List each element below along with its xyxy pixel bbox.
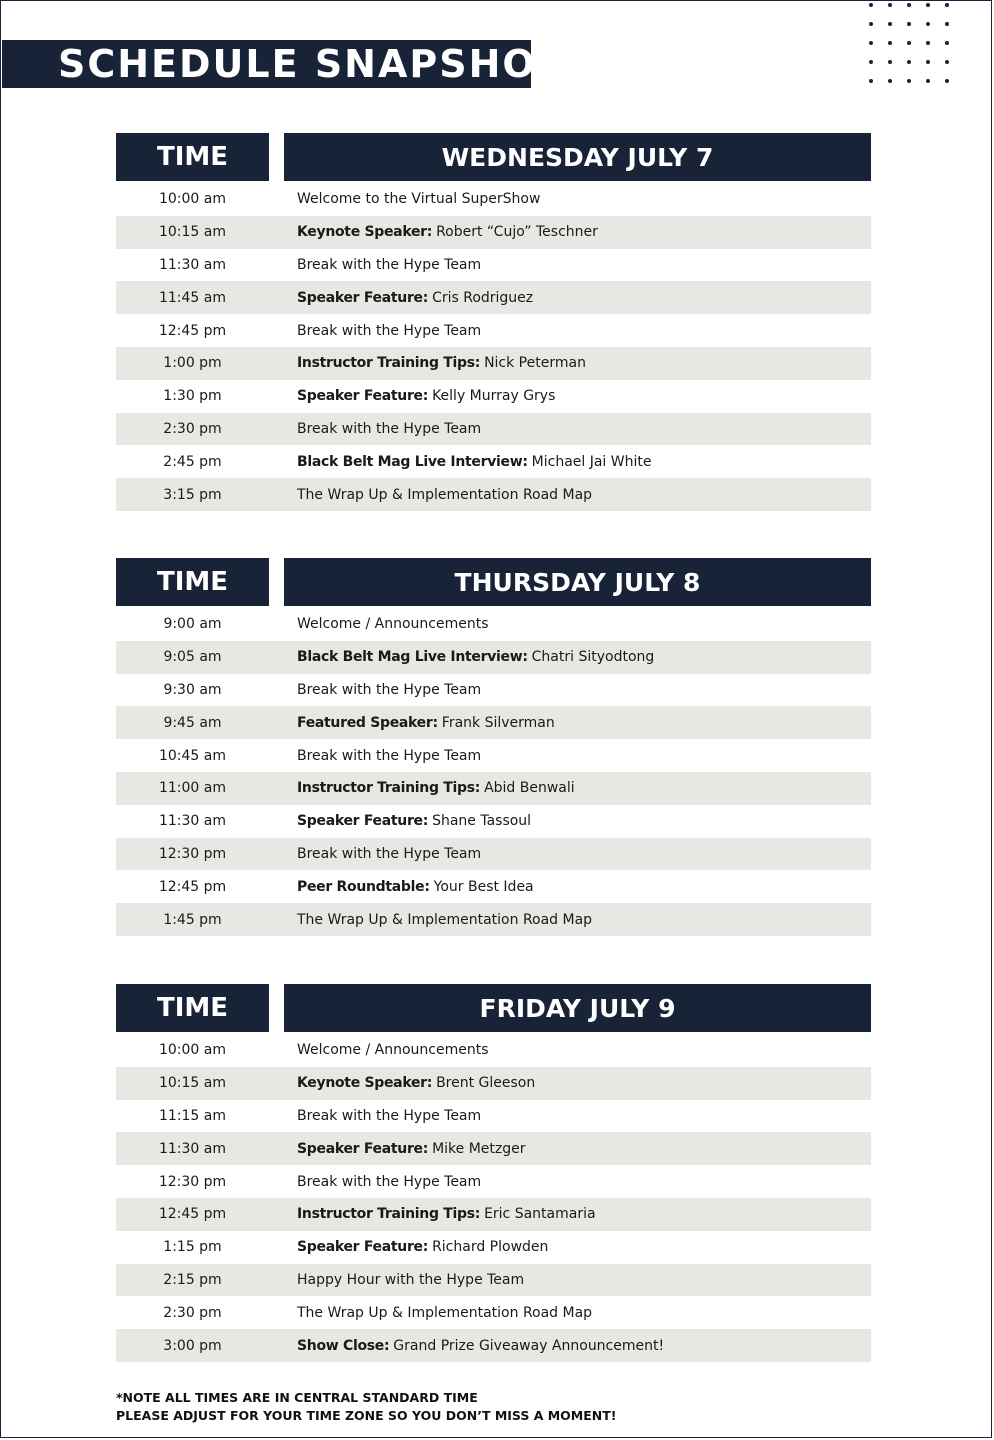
schedule-row [116, 347, 871, 380]
session-time: 12:45 pm [158, 1206, 227, 1223]
session-description [297, 1231, 871, 1264]
session-time: 10:15 am [158, 224, 226, 241]
session-label: Speaker Feature: [297, 1140, 429, 1157]
session-text: Break with the Hype Team [297, 420, 482, 437]
session-description [297, 903, 871, 936]
decorative-dot [869, 60, 873, 64]
session-time: 11:45 am [158, 289, 226, 306]
schedule-row [116, 216, 871, 249]
day-title: FRIDAY JULY 9 [284, 984, 871, 1032]
schedule-row [116, 445, 871, 478]
note-line-1: *NOTE ALL TIMES ARE IN CENTRAL STANDARD TIME [116, 1390, 478, 1405]
session-label: Black Belt Mag Live Interview: [297, 649, 528, 666]
session-text: Nick Peterman [484, 355, 586, 372]
decorative-dot [926, 60, 930, 64]
session-text: Break with the Hype Team [297, 256, 482, 273]
schedule-row [116, 1329, 871, 1362]
session-time: 12:30 pm [158, 845, 227, 862]
session-text: Chatri Sityodtong [531, 649, 655, 666]
session-description [297, 772, 871, 805]
session-time: 2:15 pm [163, 1271, 222, 1288]
schedule-row [116, 739, 871, 772]
session-time: 9:30 am [163, 681, 222, 698]
schedule-row [116, 183, 871, 216]
session-time: 1:00 pm [163, 355, 222, 372]
decorative-dot [907, 3, 911, 7]
session-text: Welcome / Announcements [297, 1042, 489, 1059]
session-label: Instructor Training Tips: [297, 780, 481, 797]
session-text: Robert “Cujo” Teschner [436, 224, 598, 241]
schedule-row [116, 1296, 871, 1329]
session-description [297, 674, 871, 707]
day-header [116, 133, 871, 181]
schedule-row [116, 1100, 871, 1133]
page-title: SCHEDULE SNAPSHOT [58, 42, 565, 86]
session-time: 1:15 pm [163, 1239, 222, 1256]
schedule-row [116, 870, 871, 903]
session-time: 11:30 am [158, 813, 226, 830]
session-description [297, 706, 871, 739]
schedule-row [116, 314, 871, 347]
session-description [297, 805, 871, 838]
decorative-dot [888, 41, 892, 45]
day-title: THURSDAY JULY 8 [284, 558, 871, 606]
decorative-dot [907, 60, 911, 64]
session-description [297, 249, 871, 282]
session-description [297, 1165, 871, 1198]
schedule-rows [116, 183, 871, 511]
session-description [297, 445, 871, 478]
session-time: 12:45 pm [158, 878, 227, 895]
schedule-row [116, 1264, 871, 1297]
schedule-row [116, 772, 871, 805]
session-text: The Wrap Up & Implementation Road Map [297, 486, 593, 503]
session-description [297, 739, 871, 772]
decorative-dot-grid [862, 0, 962, 90]
session-text: Welcome / Announcements [297, 616, 489, 633]
schedule-row [116, 249, 871, 282]
session-time: 12:30 pm [158, 1173, 227, 1190]
session-description [297, 1198, 871, 1231]
day-header [116, 558, 871, 606]
session-time: 3:00 pm [163, 1337, 222, 1354]
session-description [297, 1100, 871, 1133]
session-description [297, 413, 871, 446]
schedule-row [116, 1067, 871, 1100]
decorative-dot [926, 22, 930, 26]
session-text: Break with the Hype Team [297, 747, 482, 764]
schedule-row [116, 674, 871, 707]
session-time: 10:45 am [158, 747, 226, 764]
session-time: 9:00 am [163, 616, 222, 633]
day-title: WEDNESDAY JULY 7 [284, 133, 871, 181]
schedule-rows [116, 1034, 871, 1362]
schedule-row [116, 608, 871, 641]
decorative-dot [926, 79, 930, 83]
decorative-dot [907, 41, 911, 45]
session-description [297, 478, 871, 511]
session-label: Speaker Feature: [297, 388, 429, 405]
session-time: 3:15 pm [163, 486, 222, 503]
session-text: Break with the Hype Team [297, 1107, 482, 1124]
schedule-day-2 [116, 558, 871, 936]
session-text: Break with the Hype Team [297, 845, 482, 862]
session-text: Break with the Hype Team [297, 681, 482, 698]
decorative-dot [926, 3, 930, 7]
session-time: 9:05 am [163, 649, 222, 666]
session-text: Abid Benwali [484, 780, 575, 797]
session-text: Your Best Idea [433, 878, 534, 895]
time-column-header: TIME [116, 558, 269, 606]
decorative-dot [888, 22, 892, 26]
session-description [297, 183, 871, 216]
session-time: 12:45 pm [158, 322, 227, 339]
session-description [297, 1296, 871, 1329]
session-text: Welcome to the Virtual SuperShow [297, 191, 541, 208]
decorative-dot [888, 3, 892, 7]
schedule-day-1 [116, 133, 871, 511]
session-text: Brent Gleeson [436, 1075, 536, 1092]
schedule-row [116, 413, 871, 446]
session-label: Instructor Training Tips: [297, 1206, 481, 1223]
schedule-row [116, 281, 871, 314]
session-description [297, 314, 871, 347]
session-time: 1:30 pm [163, 388, 222, 405]
session-time: 2:30 pm [163, 1304, 222, 1321]
decorative-dot [926, 41, 930, 45]
schedule-row [116, 380, 871, 413]
decorative-dot [945, 22, 949, 26]
decorative-dot [869, 41, 873, 45]
session-text: Break with the Hype Team [297, 1173, 482, 1190]
session-label: Speaker Feature: [297, 1239, 429, 1256]
decorative-dot [869, 79, 873, 83]
schedule-row [116, 1198, 871, 1231]
decorative-dot [869, 3, 873, 7]
session-text: Kelly Murray Grys [432, 388, 556, 405]
session-description [297, 1264, 871, 1297]
decorative-dot [888, 79, 892, 83]
session-description [297, 1329, 871, 1362]
decorative-dot [945, 41, 949, 45]
schedule-day-3 [116, 984, 871, 1362]
note-line-2: PLEASE ADJUST FOR YOUR TIME ZONE SO YOU DON’T MISS A MOMENT! [116, 1408, 617, 1423]
schedule-rows [116, 608, 871, 936]
schedule-row [116, 1034, 871, 1067]
session-label: Show Close: [297, 1337, 390, 1354]
schedule-row [116, 1165, 871, 1198]
session-label: Black Belt Mag Live Interview: [297, 453, 528, 470]
session-text: Shane Tassoul [432, 813, 532, 830]
session-label: Instructor Training Tips: [297, 355, 481, 372]
schedule-row [116, 706, 871, 739]
session-text: The Wrap Up & Implementation Road Map [297, 1304, 593, 1321]
session-text: Eric Santamaria [484, 1206, 596, 1223]
session-time: 2:30 pm [163, 420, 222, 437]
session-text: Richard Plowden [432, 1239, 549, 1256]
session-text: Happy Hour with the Hype Team [297, 1271, 525, 1288]
session-label: Speaker Feature: [297, 289, 429, 306]
schedule-row [116, 641, 871, 674]
time-zone-note [116, 1389, 616, 1425]
session-text: Frank Silverman [441, 714, 555, 731]
decorative-dot [869, 22, 873, 26]
session-time: 9:45 am [163, 714, 222, 731]
decorative-dot [907, 79, 911, 83]
session-time: 11:15 am [158, 1107, 226, 1124]
session-text: Grand Prize Giveaway Announcement! [393, 1337, 665, 1354]
time-column-header: TIME [116, 133, 269, 181]
time-column-header: TIME [116, 984, 269, 1032]
schedule-row [116, 1132, 871, 1165]
session-description [297, 380, 871, 413]
session-description [297, 281, 871, 314]
session-time: 11:00 am [158, 780, 226, 797]
session-text: Michael Jai White [531, 453, 652, 470]
session-description [297, 1034, 871, 1067]
schedule-row [116, 838, 871, 871]
session-label: Featured Speaker: [297, 714, 438, 731]
schedule-row [116, 805, 871, 838]
session-description [297, 870, 871, 903]
session-text: Break with the Hype Team [297, 322, 482, 339]
session-description [297, 1132, 871, 1165]
session-description [297, 838, 871, 871]
session-description [297, 216, 871, 249]
decorative-dot [945, 3, 949, 7]
session-description [297, 1067, 871, 1100]
session-text: The Wrap Up & Implementation Road Map [297, 911, 593, 928]
decorative-dot [945, 79, 949, 83]
session-label: Keynote Speaker: [297, 1075, 433, 1092]
session-description [297, 347, 871, 380]
session-text: Cris Rodriguez [432, 289, 534, 306]
schedule-row [116, 903, 871, 936]
session-time: 11:30 am [158, 1140, 226, 1157]
session-time: 11:30 am [158, 256, 226, 273]
session-label: Keynote Speaker: [297, 224, 433, 241]
session-time: 10:00 am [158, 191, 226, 208]
session-text: Mike Metzger [432, 1140, 526, 1157]
schedule-row [116, 478, 871, 511]
session-description [297, 641, 871, 674]
session-description [297, 608, 871, 641]
title-banner [2, 40, 565, 88]
session-time: 2:45 pm [163, 453, 222, 470]
schedule-row [116, 1231, 871, 1264]
decorative-dot [907, 22, 911, 26]
session-label: Peer Roundtable: [297, 878, 430, 895]
session-time: 1:45 pm [163, 911, 222, 928]
decorative-dot [945, 60, 949, 64]
session-time: 10:15 am [158, 1075, 226, 1092]
session-label: Speaker Feature: [297, 813, 429, 830]
day-header [116, 984, 871, 1032]
decorative-dot [888, 60, 892, 64]
session-time: 10:00 am [158, 1042, 226, 1059]
